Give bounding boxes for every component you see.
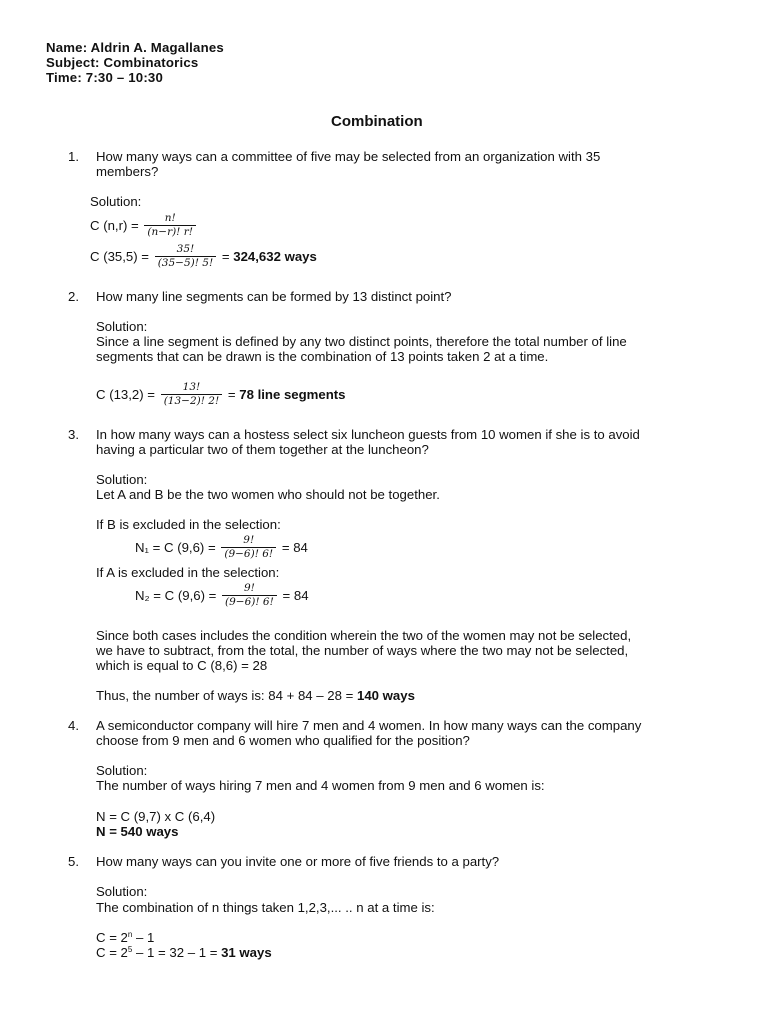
denominator: (35−5)! 5!: [155, 256, 217, 269]
answer: 31 ways: [221, 945, 272, 960]
conclusion-text: Thus, the number of ways is: 84 + 84 – 28 =: [96, 688, 354, 703]
numerator: 9!: [243, 534, 255, 547]
question-line: A semiconductor company will hire 7 men and 4 women. In how many ways can the company: [96, 718, 642, 733]
formula-applied: [90, 242, 317, 272]
solution-line: The combination of n things taken 1,2,3,... .. n at a time is:: [96, 900, 435, 915]
exponent: 5: [127, 945, 133, 954]
solution-label: Solution:: [96, 763, 148, 778]
case-label: If A is excluded in the selection:: [96, 565, 280, 580]
denominator: (13−2)! 2!: [161, 394, 223, 407]
solution-line: Since both cases includes the condition wherein the two of the women may not be selected,: [96, 628, 632, 643]
question-line: having a particular two of them together at the luncheon?: [96, 442, 429, 457]
fraction: [222, 583, 277, 608]
formula-lhs: N₂ = C (9,6) =: [135, 588, 217, 603]
numerator: 13!: [182, 381, 201, 394]
answer: N = 540 ways: [96, 824, 179, 839]
denominator: (9−6)! 6!: [222, 595, 277, 608]
student-name: Name: Aldrin A. Magallanes: [46, 40, 224, 55]
problem-number: 5.: [68, 854, 79, 869]
solution-label: Solution:: [90, 194, 142, 209]
equation-text: – 1: [132, 930, 155, 945]
question-line: In how many ways can a hostess select six luncheon guests from 10 women if she is to avoid: [96, 427, 640, 442]
question-line: choose from 9 men and 6 women who qualified for the position?: [96, 733, 470, 748]
fraction: [221, 535, 276, 560]
solution-label: Solution:: [96, 319, 148, 334]
answer: 324,632 ways: [233, 249, 317, 264]
solution-line: which is equal to C (8,6) = 28: [96, 658, 268, 673]
answer: 140 ways: [356, 688, 415, 703]
formula-case-2: [135, 581, 309, 611]
numerator: n!: [164, 212, 176, 225]
answer: 78 line segments: [239, 387, 346, 402]
formula-lhs: C (13,2) =: [96, 387, 156, 402]
question-line: How many ways can you invite one or more of five friends to a party?: [96, 854, 500, 869]
solution-line: we have to subtract, from the total, the number of ways where the two may not be selected,: [96, 643, 629, 658]
numerator: 9!: [243, 582, 255, 595]
denominator: (n−r)! r!: [144, 225, 196, 238]
solution-line: The number of ways hiring 7 men and 4 women from 9 men and 6 women is:: [96, 778, 545, 793]
equation-text: C = 2: [96, 930, 128, 945]
problem-number: 1.: [68, 149, 79, 164]
question-line: How many line segments can be formed by 13 distinct point?: [96, 289, 452, 304]
case-label: If B is excluded in the selection:: [96, 517, 281, 532]
equation-line: N = C (9,7) x C (6,4): [96, 809, 216, 824]
equation-line: [96, 930, 154, 945]
denominator: (9−6)! 6!: [221, 547, 276, 560]
solution-line: Let A and B be the two women who should not be together.: [96, 487, 440, 502]
fraction: [155, 244, 217, 269]
solution-line: Since a line segment is defined by any two distinct points, therefore the total number of line: [96, 334, 627, 349]
equation-line: [96, 945, 272, 960]
problem-number: 2.: [68, 289, 79, 304]
solution-label: Solution:: [96, 472, 148, 487]
numerator: 35!: [176, 243, 195, 256]
formula-applied: [96, 380, 346, 410]
subject: Subject: Combinatorics: [46, 55, 199, 70]
exponent: n: [127, 930, 133, 939]
formula-result: = 84: [282, 588, 309, 603]
question-line: How many ways can a committee of five may be selected from an organization with 35: [96, 149, 601, 164]
problem-number: 3.: [68, 427, 79, 442]
formula-lhs: C (35,5) =: [90, 249, 150, 264]
formula-lhs: C (n,r) =: [90, 218, 139, 233]
equation-text: – 1 = 32 – 1 =: [132, 945, 218, 960]
equation-text: C = 2: [96, 945, 128, 960]
formula-lhs: N₁ = C (9,6) =: [135, 540, 216, 555]
formula-result: = 84: [281, 540, 308, 555]
equals-sign: =: [221, 249, 230, 264]
problem-number: 4.: [68, 718, 79, 733]
formula-general: [90, 211, 198, 241]
page-title: Combination: [331, 113, 423, 130]
solution-label: Solution:: [96, 884, 148, 899]
solution-line: segments that can be drawn is the combination of 13 points taken 2 at a time.: [96, 349, 549, 364]
time: Time: 7:30 – 10:30: [46, 70, 163, 85]
equals-sign: =: [227, 387, 236, 402]
question-line: members?: [96, 164, 159, 179]
conclusion-line: [96, 688, 415, 703]
fraction: [161, 382, 223, 407]
formula-case-1: [135, 533, 308, 563]
fraction: [144, 213, 196, 238]
